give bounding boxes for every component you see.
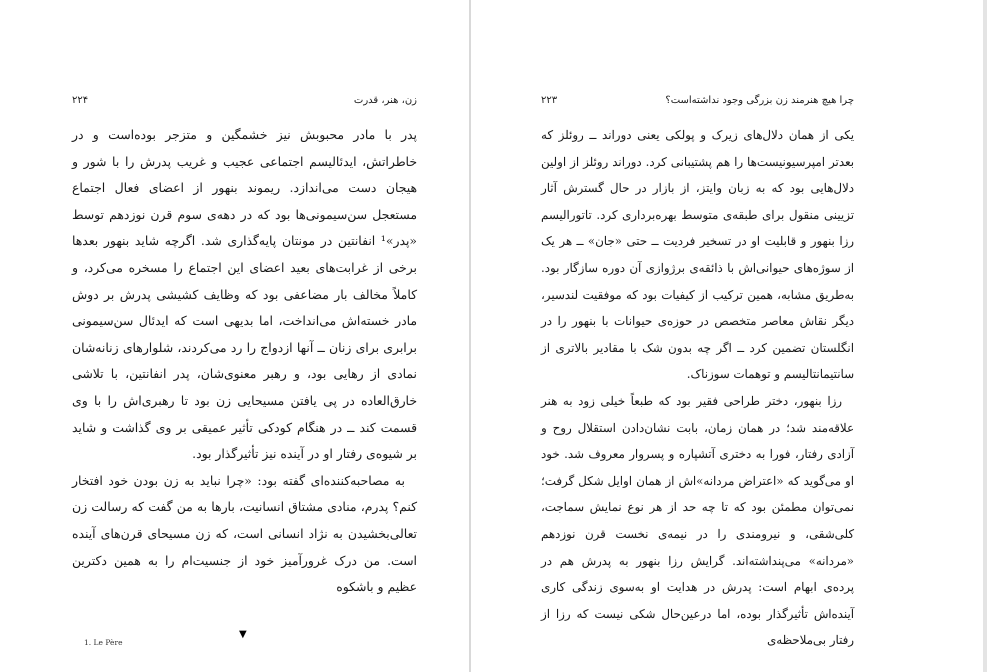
left-paragraph-2: به مصاحبه‌کننده‌ای گفته بود: «چرا نباید به زن بودن خود افتخار کنم؟ پدرم، منادی مشتاق انسانیت، بارها به من گفت که رسالت زن تعالی‌بخشیدن به نژاد انسانی است، که زن مسیحای قرن‌های آینده است. من درک غرورآمیز خود از جنسیت‌ام را به همین دکترین عظیم و باشکوه (72, 472, 417, 595)
left-paragraph-1: پدر با مادر محبوبش نیز خشمگین و متزجر بوده‌است و در خاطراتش، ایدئالیسم اجتماعی عجیب و غریب پدرش را با شور و هیجان دست می‌اندازد. ریموند بنهور از اعضای فعال اجتماع مستعجل سن‌سیمونی‌ها بود که در دهه‌ی سوم قرن نوزدهم توسط «پدر»¹ انفانتین در مونتان پایه‌گذاری شد. اگرچه شاید بنهور بعدها برخی از غرابت‌های بعید اعضای این اجتماع را مسخره می‌کرد، و کاملاً مخالف بار مضاعفی بود که وظایف کشیشی پدرش بر دوش مادر خسته‌اش می‌انداخت، اما بدیهی است که ایدئال سن‌سیمونی برابری برای زنان ــ آنها ازدواج را رد می‌کردند، شلوارهای زنانه‌شان نمادی از رهایی بود، و رهبر معنوی‌شان، پدر انفانتین، با تلاشی خارق‌العاده در پی یافتن مسیحایی زن بود تا رهبری‌اش را با وی قسمت کند ــ در هنگام کودکی تأثیر عمیقی بر وی گذاشت و شاید بر شیوه‌ی رفتار او در آینده نیز تأثیرگذار بود. (72, 127, 418, 462)
left-page (72, 0, 417, 672)
right-page (541, 0, 854, 672)
left-page-body (72, 122, 417, 601)
left-running-title: زن، هنر، قدرت (353, 95, 417, 106)
left-page-header (72, 95, 417, 111)
right-page-header (541, 95, 854, 111)
page-gutter (469, 0, 471, 672)
right-page-number: ۲۲۳ (541, 95, 558, 106)
right-page-body (541, 122, 854, 654)
right-running-title: چرا هیچ هنرمند زن بزرگی وجود نداشته‌است؟ (665, 95, 854, 106)
left-footnote: 1. Le Père (84, 638, 123, 647)
right-paragraph-2: رزا بنهور، دختر طراحی فقیر بود که طبعاً خیلی زود به هنر علاقه‌مند شد؛ در همان زمان، بابت نشان‌دادن استقلال روح و آزادی رفتار، فورا به دختری آتشپاره و پسروار معروف شد. خود او می‌گوید که «اعتراض مردانه»اش از همان اوایل شکل گرفت؛ نمی‌توان مطمئن بود که تا چه حد از هر نوع نمایش سماجت، کلی‌شقی، و نیرومندی را در نیمه‌ی نخست قرن نوزدهم «مردانه» می‌پنداشته‌اند. گرایش رزا بنهور به پدرش هم در پرده‌ی ابهام است: پدرش در هدایت او به‌سوی زندگی کاری آینده‌اش تأثیرگذار بوده، اما درعین‌حال شکی نیست که رزا از رفتار بی‌ملاحظه‌ی (541, 393, 854, 648)
left-page-number: ۲۲۴ (72, 95, 89, 106)
continue-triangle-icon: ▼ (239, 629, 247, 640)
right-paragraph-1: یکی از همان دلال‌های زیرک و پولکی یعنی دوراند ــ روئلز که بعدتر امپرسیونیست‌ها را هم پشتیبانی کرد. دوراند روئلز از اولین دلال‌هایی بود که به زبان وایتز، از بازار در حال گسترش آثار تزیینی منقول برای طبقه‌ی متوسط بهره‌برداری کرد. تاتورالیسم رزا بنهور و قابلیت او در تسخیر فردیت ــ حتی «جان» ــ هر یک از سوژه‌های حیوانی‌اش با ذائقه‌ی برژوازی آن دوره سازگار بود. به‌طریق مشابه، همین ترکیب از کیفیات بود که موفقیت لندسیر، دیگر نقاش معاصر متخصص در حوزه‌ی حیوانات با بنهور را در انگلستان تضمین کرد ــ اگر چه بدون شک با مقادیر بالاتری از سانتیمانتالیسم و توهمات سوزناک. (541, 128, 854, 382)
scrollbar-edge (983, 0, 987, 672)
